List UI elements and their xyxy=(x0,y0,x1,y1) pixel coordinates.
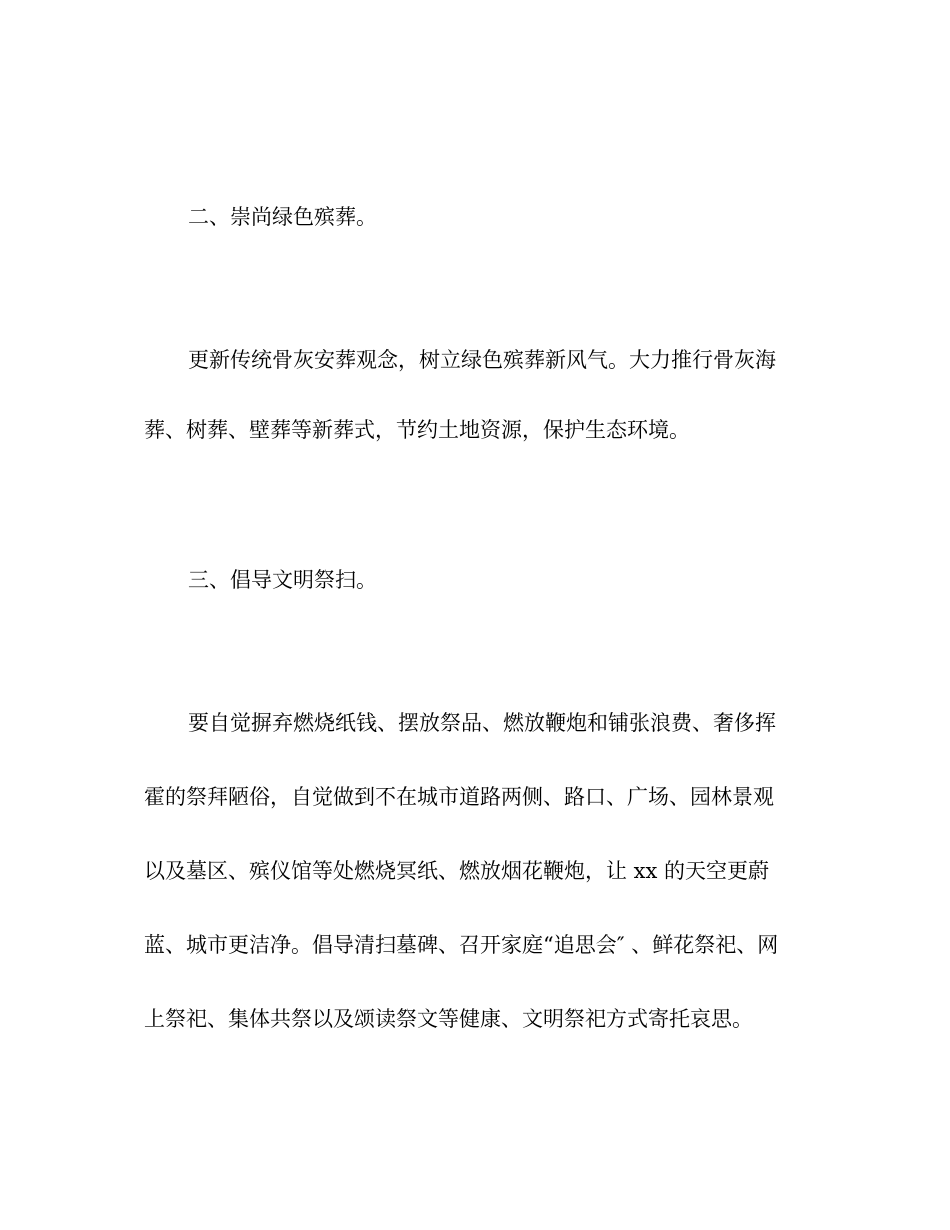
paragraph-line: 以及墓区、殡仪馆等处燃烧冥纸、燃放烟花鞭炮，让 xx 的天空更蔚 xyxy=(144,859,770,883)
section-three-paragraph xyxy=(144,708,806,1038)
section-three-heading: 三、倡导文明祭扫。 xyxy=(188,568,377,592)
section-two-paragraph xyxy=(144,345,806,455)
paragraph-line: 更新传统骨灰安葬观念，树立绿色殡葬新风气。大力推行骨灰海 xyxy=(188,348,776,372)
section-two-heading: 二、崇尚绿色殡葬。 xyxy=(188,205,377,229)
paragraph-line: 要自觉摒弃燃烧纸钱、摆放祭品、燃放鞭炮和铺张浪费、奢侈挥 xyxy=(188,711,776,735)
paragraph-line: 蓝、城市更洁净。倡导清扫墓碑、召开家庭“追思会″ 、鲜花祭祀、网 xyxy=(144,933,779,957)
paragraph-line: 霍的祭拜陋俗，自觉做到不在城市道路两侧、路口、广场、园林景观 xyxy=(144,785,774,809)
paragraph-line: 上祭祀、集体共祭以及颂读祭文等健康、文明祭祀方式寄托哀思。 xyxy=(144,1007,753,1031)
paragraph-line: 葬、树葬、壁葬等新葬式，节约土地资源，保护生态环境。 xyxy=(144,418,690,442)
